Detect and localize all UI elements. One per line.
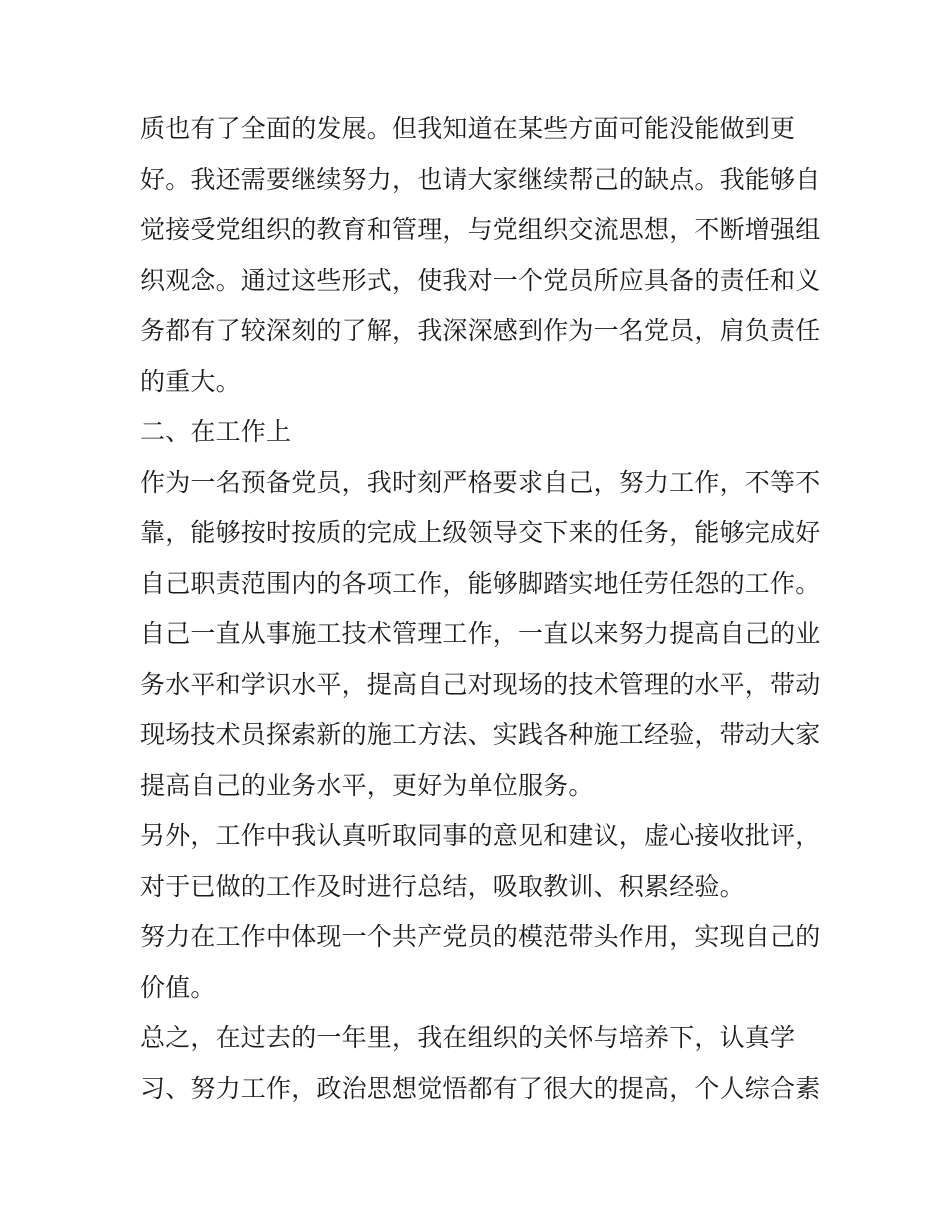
section-heading-work xyxy=(140,407,820,458)
text-line: 提高自己的业务水平，更好为单位服务。 xyxy=(140,770,594,800)
text-line: 好。我还需要继续努力，也请大家继续帮己的缺点。我能够自 xyxy=(140,164,821,194)
text-line: 现场技术员探索新的施工方法、实践各种施工经验，带动大家 xyxy=(140,720,821,749)
text-line: 质也有了全面的发展。但我知道在某些方面可能没能做到更 xyxy=(140,114,796,143)
paragraph-feedback xyxy=(140,811,820,912)
text-line: 另外，工作中我认真听取同事的意见和建议，虚心接收批评， xyxy=(140,821,821,850)
text-line: 价值。 xyxy=(140,972,216,1002)
paragraph-personal-growth xyxy=(140,104,820,407)
paragraph-summary xyxy=(140,1013,820,1114)
text-line: 靠，能够按时按质的完成上级领导交下来的任务，能够完成好 xyxy=(140,518,821,547)
text-line: 习、努力工作，政治思想觉悟都有了很大的提高，个人综合素 xyxy=(140,1073,821,1103)
text-line: 作为一名预备党员，我时刻严格要求自己，努力工作，不等不 xyxy=(140,467,821,497)
paragraph-role-model xyxy=(140,912,820,1013)
text-line: 自己一直从事施工技术管理工作，一直以来努力提高自己的业 xyxy=(140,619,821,648)
text-line: 的重大。 xyxy=(140,366,241,396)
paragraph-probationary-member xyxy=(140,458,820,610)
text-line: 自己职责范围内的各项工作，能够脚踏实地任劳任怨的工作。 xyxy=(140,568,821,598)
text-line: 务水平和学识水平，提高自己对现场的技术管理的水平，带动 xyxy=(140,669,821,699)
paragraph-technical-management xyxy=(140,609,820,811)
text-line: 务都有了较深刻的了解，我深深感到作为一名党员，肩负责任 xyxy=(140,316,821,345)
text-line: 总之，在过去的一年里，我在组织的关怀与培养下，认真学 xyxy=(140,1023,796,1052)
text-line: 织观念。通过这些形式，使我对一个党员所应具备的责任和义 xyxy=(140,265,821,295)
text-line: 觉接受党组织的教育和管理，与党组织交流思想，不断增强组 xyxy=(140,215,821,244)
text-line: 努力在工作中体现一个共产党员的模范带头作用，实现自己的 xyxy=(140,922,821,951)
section-heading-text: 二、在工作上 xyxy=(140,417,292,446)
text-line: 对于已做的工作及时进行总结，吸取教训、积累经验。 xyxy=(140,871,745,901)
document-body xyxy=(140,104,820,1114)
